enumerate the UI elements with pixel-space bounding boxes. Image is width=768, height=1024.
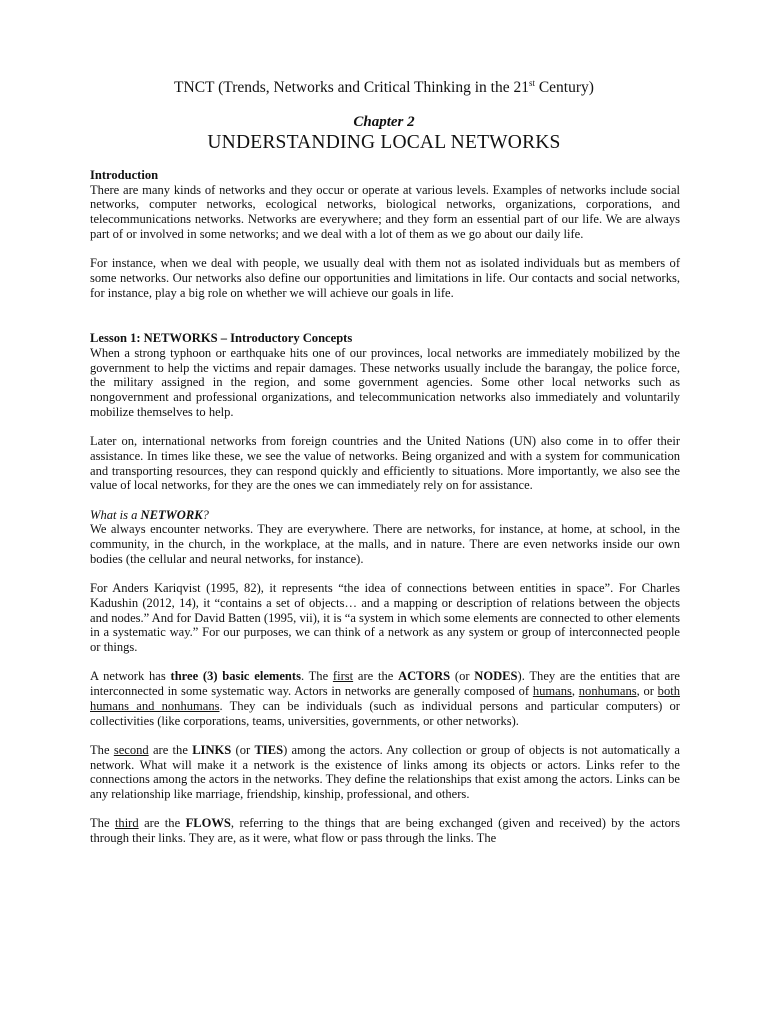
ordinal-suffix: st bbox=[528, 78, 535, 88]
chapter-title: UNDERSTANDING LOCAL NETWORKS bbox=[207, 132, 561, 153]
paragraph: There are many kinds of networks and they occur or operate at various levels. Examples of networks include social networks, computer networks, ecological networks, biological networks, organizations, corporations, and telecommunications networks. Networks are everywhere; and they form an essential part of our life. We are always part of or involved in some networks; and we deal with a lot of them as we go about our daily life. bbox=[90, 182, 680, 241]
section-heading-introduction: Introduction bbox=[90, 168, 159, 182]
document-body bbox=[90, 168, 680, 861]
paragraph: Later on, international networks from foreign countries and the United Nations (UN) also come in to offer their assistance. In times like these, we see the value of networks. Being organized and with a system for communication and transporting resources, they can respond quickly and efficiently to situations. More importantly, we also see the value of local networks, for they are the ones we can immediately rely on for assistance. bbox=[90, 434, 680, 493]
paragraph-flows: The third are the FLOWS, referring to the things that are being exchanged (given and received) by the actors through their links. They are, as it were, what flow or pass through the links. The bbox=[90, 816, 680, 846]
paragraph: We always encounter networks. They are everywhere. There are networks, for instance, at home, at school, in the community, in the church, in the workplace, at the malls, and in nature. There are even networks inside our own bodies (the cellular and neural networks, for instance). bbox=[90, 522, 680, 566]
paragraph-links: The second are the LINKS (or TIES) among the actors. Any collection or group of objects is not automatically a network. What will make it a network is the existence of links among its objects or actors. Links refer to the connections among the actors in the networks. They define the relationships that exist among the actors. Links can be any relationship like marriage, friendship, kinship, professional, and others. bbox=[90, 742, 680, 802]
section-heading-lesson-1: Lesson 1: NETWORKS – Introductory Concepts bbox=[90, 331, 353, 346]
chapter-label: Chapter 2 bbox=[353, 114, 415, 130]
course-title: TNCT (Trends, Networks and Critical Thinking in the 21st Century) bbox=[174, 78, 594, 97]
paragraph-actors: A network has three (3) basic elements. The first are the ACTORS (or NODES). They are the entities that are interconnected in some systematic way. Actors in networks are generally composed of humans, nonhumans, or both humans and nonhumans. They can be individuals (such as individual persons and particular computers) or collectivities (like corporations, teams, universities, governments, or other networks). bbox=[90, 669, 680, 728]
subheading-what-is-network: What is a NETWORK? bbox=[90, 507, 209, 522]
paragraph: For Anders Kariqvist (1995, 82), it represents “the idea of connections between entities in space”. For Charles Kadushin (2012, 14), it “contains a set of objects… and a mapping or description of relations between the objects and nodes.” And for David Batten (1995, vii), it is “a system in which some elements are connected to other elements in a systematic way.” For our purposes, we can think of a network as any system or group of interconnected people or things. bbox=[90, 581, 680, 655]
paragraph: When a strong typhoon or earthquake hits one of our provinces, local networks are immediately mobilized by the government to help the victims and repair damages. These networks usually include the barangay, the police force, the military assigned in the region, and some government agencies. Some other local networks such as nongovernment and professional organizations, and telecommunication networks also immediately and voluntarily mobilize themselves to help. bbox=[90, 346, 680, 419]
paragraph: For instance, when we deal with people, we usually deal with them not as isolated individuals but as members of some networks. Our networks also define our opportunities and limitations in life. Our contacts and social networks, for instance, play a big role on whether we will achieve our goals in life. bbox=[90, 256, 680, 300]
